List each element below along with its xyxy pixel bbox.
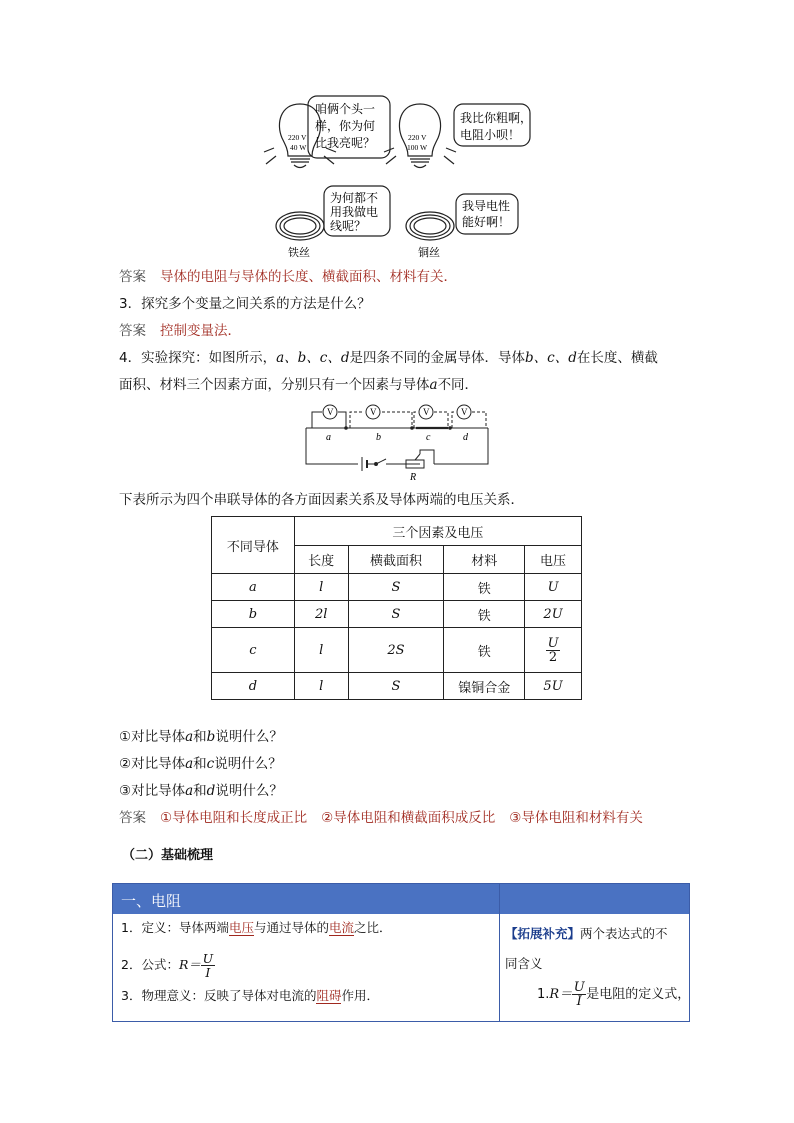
question-3: 3．探究多个变量之间关系的方法是什么？	[119, 296, 371, 312]
table-subheader: 长度	[294, 546, 348, 574]
cartoon-illustration	[250, 92, 550, 260]
side-note-formula: 1.R＝ $\frac{U}{I}$ 是电阻的定义式，	[537, 980, 691, 1009]
answer-text: 导体的电阻与导体的长度、横截面积、材料有关．	[160, 269, 457, 285]
rheostat-label: R	[410, 472, 417, 483]
answer-3	[119, 321, 241, 341]
box-item-2: 2．公式：R＝ $\frac{U}{I}$	[121, 951, 214, 980]
voltmeter-icon: V	[461, 407, 468, 417]
speech-left-line: 咱俩个头一	[315, 102, 376, 116]
box-header: 一、电阻	[121, 892, 182, 910]
speech-right-line: 电阻小呗！	[460, 128, 521, 142]
conductor-label-a: a	[326, 432, 331, 443]
answer-1	[119, 267, 457, 287]
voltmeter-icon: V	[327, 407, 334, 417]
conductor-label-c: c	[426, 432, 431, 443]
table-row: a l S 铁 U	[212, 574, 582, 601]
answer-text: 控制变量法．	[160, 323, 241, 339]
speech-right-line: 我比你粗啊，	[460, 111, 533, 125]
speech-left-line: 样，你为何	[315, 119, 376, 133]
box-item-1: 1．定义：导体两端电压与通过导体的电流之比．	[121, 920, 392, 935]
speech-left-line: 比我亮呢？	[315, 136, 376, 150]
iron-coil-icon	[276, 212, 324, 240]
speech-iron-line: 线呢？	[330, 219, 367, 233]
question-4-line-1: 4．实验探究：如图所示，a、b、c、d是四条不同的金属导体．导体b、c、d在长度、横截	[119, 350, 658, 366]
table-row: b 2l S 铁 2U	[212, 601, 582, 628]
svg-text:咱俩个头一	[315, 101, 375, 116]
factors-table	[211, 516, 582, 700]
voltmeter-icon: V	[423, 407, 430, 417]
speech-copper-line: 我导电性	[462, 199, 511, 213]
table-subheader: 电压	[525, 546, 582, 574]
bulb-left-power: 40 W	[290, 143, 307, 152]
sub-question-2: ②对比导体a和c说明什么？	[119, 756, 282, 772]
table-row: d l S 镍铜合金 5U	[212, 673, 582, 700]
conductor-label-b: b	[376, 432, 381, 443]
table-subheader: 材料	[444, 546, 525, 574]
svg-text:样，你为何	[315, 118, 375, 133]
sub-question-1: ①对比导体a和b说明什么？	[119, 729, 283, 745]
side-note-line-2: 同含义	[505, 956, 543, 971]
table-intro: 下表所示为四个串联导体的各方面因素关系及导体两端的电压关系．	[119, 492, 524, 508]
question-4-line-2: 面积、材料三个因素方面，分别只有一个因素与导体a不同．	[119, 377, 479, 393]
knowledge-box	[112, 883, 690, 1022]
answer-label: 答案	[119, 810, 146, 826]
copper-coil-icon	[406, 212, 454, 240]
speech-iron-line: 为何都不	[330, 191, 379, 205]
answer-label: 答案	[119, 269, 146, 285]
answer-label: 答案	[119, 323, 146, 339]
copper-wire-label: 铜丝	[418, 246, 440, 259]
circuit-diagram	[300, 402, 500, 484]
table-row: c l 2S 铁 $\frac{U}{2}$	[212, 628, 582, 673]
conductor-label-d: d	[463, 432, 468, 443]
bulb-left-voltage: 220 V	[288, 133, 307, 142]
bulb-right-power: 100 W	[407, 143, 428, 152]
voltmeter-icon: V	[370, 407, 377, 417]
speech-iron-line: 用我做电	[330, 205, 379, 219]
iron-wire-label: 铁丝	[288, 246, 310, 259]
svg-text:比我亮呢？	[315, 135, 375, 150]
box-item-3: 3．物理意义：反映了导体对电流的阻碍作用．	[121, 988, 379, 1003]
voltage-fraction: $\frac{U}{2}$	[547, 635, 559, 665]
table-header-conductor: 不同导体	[212, 517, 295, 574]
side-note-line-1: 【拓展补充】两个表达式的不	[505, 926, 668, 941]
sub-question-3: ③对比导体a和d说明什么？	[119, 783, 283, 799]
table-subheader: 横截面积	[348, 546, 444, 574]
section-title: （二）基础梳理	[122, 848, 214, 863]
bulb-right-voltage: 220 V	[408, 133, 427, 142]
table-group-header: 三个因素及电压	[294, 517, 581, 546]
speech-copper-line: 能好啊！	[462, 215, 511, 229]
answer-4: 答案 ①导体电阻和长度成正比 ②导体电阻和横截面积成反比 ③导体电阻和材料有关	[119, 810, 643, 826]
